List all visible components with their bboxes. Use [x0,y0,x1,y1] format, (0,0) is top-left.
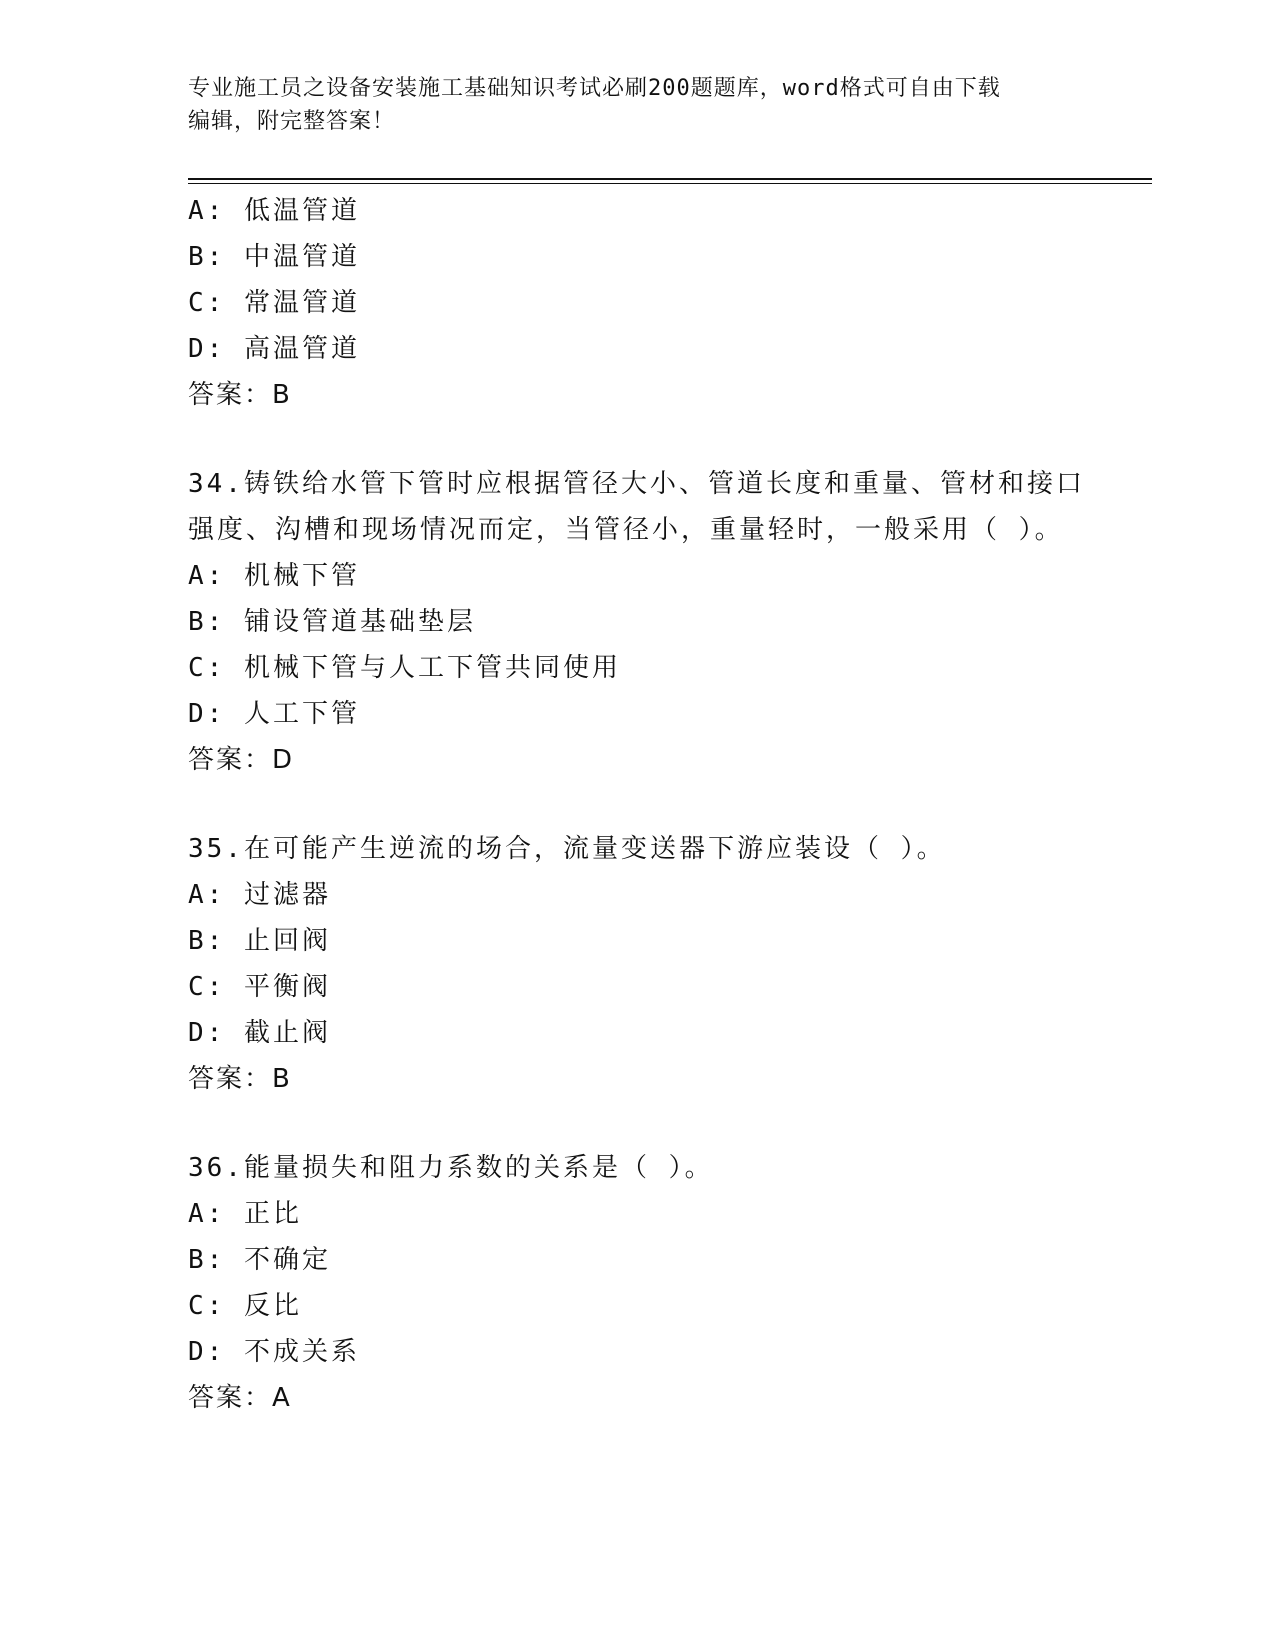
answer-line: 答案：A [188,1383,292,1413]
header-line-2: 编辑，附完整答案！ [188,109,396,134]
question-33 [188,188,1138,418]
option-d: D: 高温管道 [188,334,360,364]
option-b: B: 止回阀 [188,926,331,956]
question-34 [188,461,1138,783]
option-c: C: 平衡阀 [188,972,331,1002]
option-c: C: 反比 [188,1291,302,1321]
document-header [188,72,1088,138]
header-divider-thin [188,183,1152,184]
option-a: A: 正比 [188,1199,302,1229]
option-b: B: 不确定 [188,1245,331,1275]
header-divider-thick [188,178,1152,180]
option-a: A: 过滤器 [188,880,331,910]
header-line-1: 专业施工员之设备安装施工基础知识考试必刷200题题库，word格式可自由下载 [188,76,1001,101]
option-c: C: 常温管道 [188,288,360,318]
question-35 [188,826,1138,1102]
option-d: D: 截止阀 [188,1018,331,1048]
option-b: B: 铺设管道基础垫层 [188,607,476,637]
option-d: D: 不成关系 [188,1337,360,1367]
question-36 [188,1145,1138,1421]
option-a: A: 低温管道 [188,196,360,226]
question-text: 35.在可能产生逆流的场合，流量变送器下游应装设（ ）。 [188,834,946,864]
answer-line: 答案：B [188,1064,292,1094]
answer-line: 答案：B [188,380,292,410]
question-text-line-2: 强度、沟槽和现场情况而定，当管径小，重量轻时，一般采用（ ）。 [188,515,1064,545]
option-a: A: 机械下管 [188,561,360,591]
option-c: C: 机械下管与人工下管共同使用 [188,653,621,683]
option-b: B: 中温管道 [188,242,360,272]
answer-line: 答案：D [188,745,295,775]
question-text-line-1: 34.铸铁给水管下管时应根据管径大小、管道长度和重量、管材和接口 [188,469,1085,499]
option-d: D: 人工下管 [188,699,360,729]
question-text: 36.能量损失和阻力系数的关系是（ ）。 [188,1153,714,1183]
question-content [188,188,1138,1421]
